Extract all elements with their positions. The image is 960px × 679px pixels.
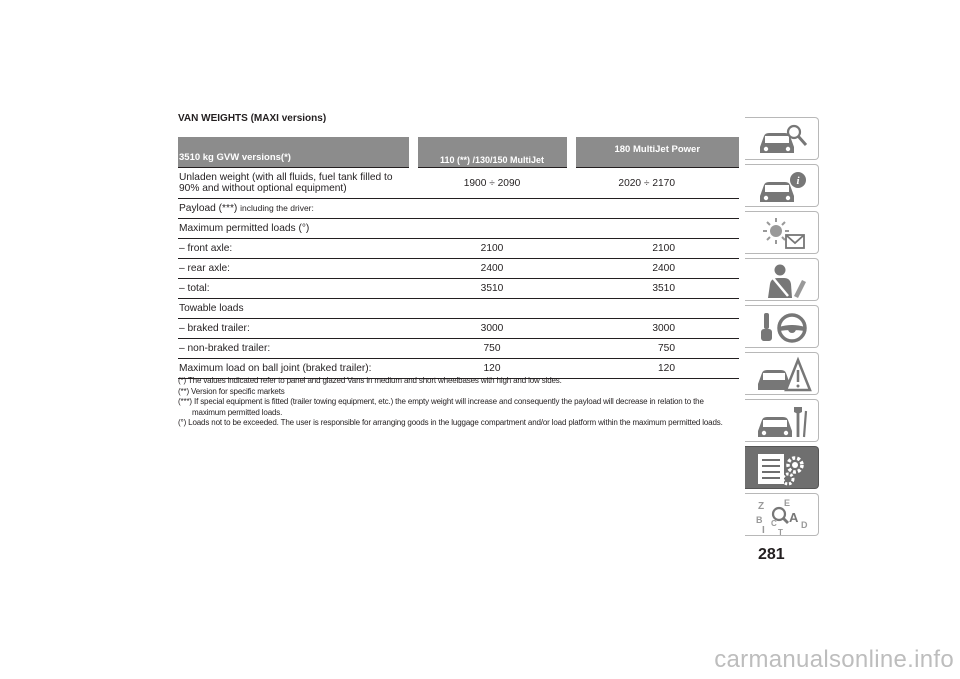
watermark[interactable]: carmanualsonline.info (714, 646, 954, 673)
svg-text:Z: Z (758, 501, 765, 512)
row-value-2: 120 (571, 359, 739, 379)
table-row (178, 339, 739, 359)
car-search-icon (754, 121, 812, 159)
page-number: 281 (758, 546, 785, 563)
row-value-1 (413, 299, 571, 319)
row-label (178, 199, 413, 219)
row-label: Maximum load on ball joint (braked trailer): (178, 359, 413, 379)
svg-text:I: I (762, 525, 765, 535)
row-label: Maximum permitted loads (°) (178, 219, 413, 239)
warning-lights-icon (754, 215, 812, 253)
technical-data-gears-icon (754, 450, 812, 488)
svg-text:A: A (789, 510, 799, 525)
table-row (178, 319, 739, 339)
table-row (178, 199, 739, 219)
svg-text:D: D (801, 520, 808, 530)
tab-warning-lights[interactable] (745, 164, 819, 207)
row-value-2: 2020 ÷ 2170 (571, 168, 739, 199)
row-label-note: including the driver: (240, 202, 314, 213)
row-label: – non-braked trailer: (178, 339, 413, 359)
header-multijet: 110 (**) /130/150 MultiJet (413, 137, 571, 168)
tab-getting-to-know-vehicle[interactable] (745, 117, 819, 160)
footnote-continuation: maximum permitted loads. (192, 407, 283, 417)
svg-text:i: i (796, 175, 800, 187)
row-label: Towable loads (178, 299, 413, 319)
row-value-1: 1900 ÷ 2090 (413, 168, 571, 199)
car-warning-triangle-icon (754, 356, 812, 394)
table-row (178, 259, 739, 279)
row-label: – rear axle: (178, 259, 413, 279)
row-value-1 (413, 219, 571, 239)
seat-belt-person-icon (754, 262, 812, 300)
row-label-main: Payload (***) (179, 202, 241, 214)
key-steering-wheel-icon (754, 309, 812, 347)
row-label: – total: (178, 279, 413, 299)
row-value-1: 3000 (413, 319, 571, 339)
row-value-1: 120 (413, 359, 571, 379)
row-label: – braked trailer: (178, 319, 413, 339)
table-row (178, 168, 739, 199)
svg-text:E: E (784, 498, 791, 508)
footnote: (**) Version for specific markets (178, 386, 285, 396)
row-value-1 (413, 199, 571, 219)
table-row (178, 219, 739, 239)
table-row (178, 279, 739, 299)
svg-text:T: T (778, 528, 783, 535)
footnote: (*) The values indicated refer to panel and glazed Vans in medium and short wheelbases with high and low sides. (178, 376, 562, 385)
header-versions: 3510 kg GVW versions(*) (178, 137, 413, 168)
row-label: – front axle: (178, 239, 413, 259)
row-value-2: 2400 (571, 259, 739, 279)
tab-safety[interactable] (745, 258, 819, 301)
row-value-1: 750 (413, 339, 571, 359)
tab-index[interactable] (745, 493, 819, 536)
tab-starting-driving[interactable] (745, 305, 819, 348)
table-row (178, 239, 739, 259)
svg-text:C: C (771, 519, 777, 528)
svg-text:B: B (756, 515, 763, 525)
footnote: (***) If special equipment is fitted (trailer towing equipment, etc.) the empty weight will increase and consequently the payload will decrease in relation to the (178, 397, 704, 406)
row-value-1: 3510 (413, 279, 571, 299)
table-row (178, 299, 739, 319)
tab-servicing-care[interactable] (745, 399, 819, 442)
row-value-2 (571, 299, 739, 319)
footnotes (178, 376, 758, 429)
footnote: (°) Loads not to be exceeded. The user is responsible for arranging goods in the luggage compartment and/or load platform within the maximum permitted loads. (178, 418, 723, 427)
row-value-2 (571, 219, 739, 239)
alphabetical-index-icon (754, 497, 812, 535)
van-weights-table (178, 137, 739, 379)
row-value-2: 3510 (571, 279, 739, 299)
car-tools-icon (754, 403, 812, 441)
row-value-2 (571, 199, 739, 219)
tab-emergency[interactable] (745, 211, 819, 254)
row-label: Unladen weight (with all fluids, fuel tank filled to 90% and without optional equipment) (178, 168, 413, 199)
row-value-2: 750 (571, 339, 739, 359)
header-multijet-power: 180 MultiJet Power (571, 137, 739, 168)
car-info-icon (754, 168, 812, 206)
row-value-1: 2100 (413, 239, 571, 259)
section-title: VAN WEIGHTS (MAXI versions) (178, 113, 327, 124)
row-value-2: 3000 (571, 319, 739, 339)
table-header-row (178, 137, 739, 168)
row-value-2: 2100 (571, 239, 739, 259)
tab-in-an-emergency[interactable] (745, 352, 819, 395)
tab-technical-data[interactable] (745, 446, 819, 489)
row-value-1: 2400 (413, 259, 571, 279)
